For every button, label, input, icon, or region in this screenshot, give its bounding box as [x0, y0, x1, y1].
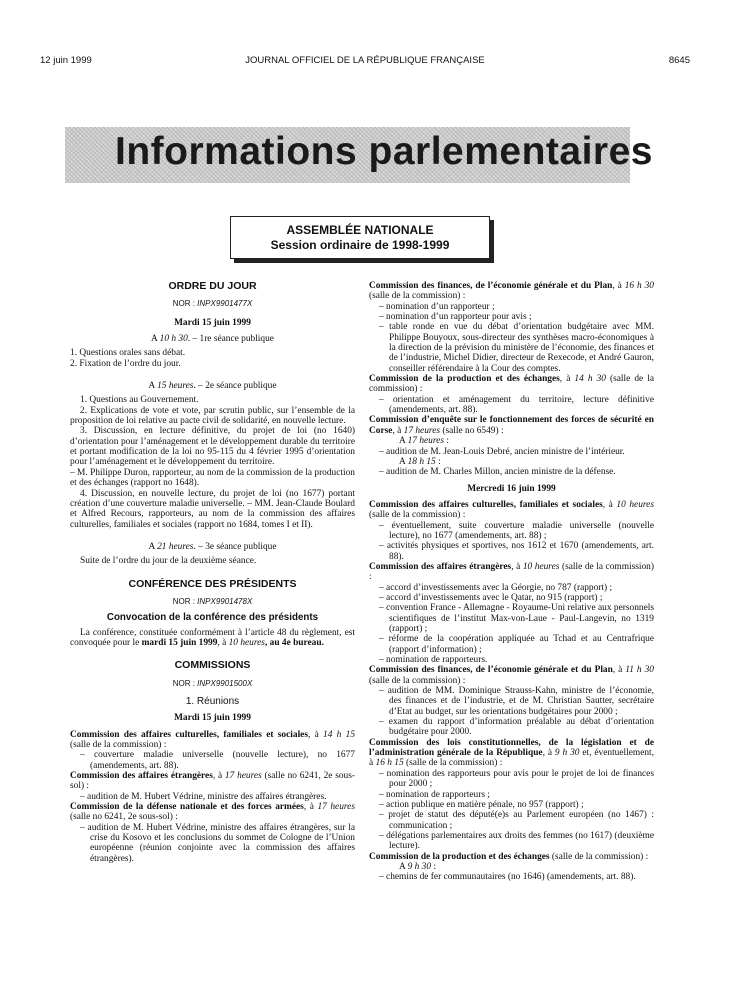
commission-item: – nomination des rapporteurs pour avis pour le projet de loi de finances pour 2000 ;: [379, 768, 654, 790]
agenda-item: 2. Fixation de l’ordre du jour.: [70, 358, 181, 369]
commission-item: – examen du rapport d’information préalable au débat d’orientation budgétaire pour 2000.: [379, 717, 654, 738]
commission-item: – éventuellement, suite couverture maladie universelle (nouvelle lecture), no 1677 (amendements, art. 88) ;: [379, 520, 654, 541]
commission-entry: Commission des affaires étrangères, à 10 heures (salle de la commission) :: [369, 561, 654, 583]
agenda-item: 2. Explications de vote et vote, par scrutin public, sur l’ensemble de la proposition de loi relative au pacte civil de solidarité, en nouvelle lecture.: [70, 405, 355, 427]
commissions-heading: COMMISSIONS: [174, 659, 251, 672]
time-line: A 17 heures :: [399, 436, 449, 447]
commission-item: – convention France - Allemagne - Royaume-Uni relative aux personnels scientifiques de l’institut Max-von-Laue - Paul-Langevin, no 1319 (rapport) ;: [379, 603, 654, 634]
commission-item: – accord d’investissements avec la Géorgie, no 787 (rapport) ;: [379, 582, 613, 593]
convocation-heading: Convocation de la conférence des présidents: [106, 612, 319, 624]
nor-line: NOR : INPX9901500X: [172, 678, 253, 688]
commission-item: – nomination de rapporteurs ;: [379, 789, 490, 800]
session-line: A 10 h 30. – 1re séance publique: [151, 334, 274, 345]
nor-code: INPX9901500X: [197, 678, 253, 688]
nor-line: NOR : INPX9901478X: [172, 596, 253, 606]
commission-item: – couverture maladie universelle (nouvelle lecture), no 1677 (amendements, art. 88).: [80, 750, 355, 771]
header-date: 12 juin 1999: [40, 55, 92, 66]
commission-entry: Commission des affaires culturelles, familiales et sociales, à 10 heures (salle de la commission) :: [369, 499, 654, 521]
ordre-du-jour-heading: ORDRE DU JOUR: [168, 280, 257, 292]
commission-item: – orientation et aménagement du territoire, lecture définitive (amendements, art. 88).: [379, 394, 654, 416]
commission-entry: Commission des lois constitutionnelles, de la législation et de l’administration générale de la République, à 9 h 30 et, éventuellement, à 16 h 15 (salle de la commission) :: [369, 737, 654, 769]
commission-entry: Commission de la défense nationale et des forces armées, à 17 heures (salle no 6241, 2e sous-sol) :: [70, 802, 355, 823]
commission-item: – audition de MM. Dominique Strauss-Kahn, ministre de l’économie, des finances et de l’industrie, et de M. Christian Sautter, secrétaire d’Etat au budget, sur les orientations budgétaires pour 2000 ;: [379, 686, 654, 717]
time-line: A 18 h 15 :: [399, 456, 441, 467]
right-column: [369, 281, 654, 883]
running-header: [40, 55, 690, 71]
banner-title: Informations parlementaires: [115, 130, 653, 173]
commission-item: – audition de M. Charles Millon, ancien ministre de la défense.: [379, 467, 616, 478]
commission-entry: Commission d’enquête sur le fonctionnement des forces de sécurité en Corse, à 17 heures (salle no 6549) :: [369, 415, 654, 436]
agenda-item: 1. Questions au Gouvernement.: [80, 395, 199, 406]
commission-item: – action publique en matière pénale, no 957 (rapport) ;: [379, 799, 584, 810]
commission-item: – audition de M. Hubert Védrine, ministre des affaires étrangères, sur la crise du Kosovo et les conclusions du sommet de Cologne de l’Union européenne (réunion conjointe avec la commission des affaires étrangères).: [80, 822, 355, 864]
commission-item: – nomination d’un rapporteur ;: [379, 301, 495, 312]
commission-entry: Commission de la production et des échanges (salle de la commission) :: [369, 851, 649, 862]
section-banner: [65, 127, 653, 183]
commission-item: – activités physiques et sportives, nos 1612 et 1670 (amendements, art. 88).: [379, 541, 654, 562]
commission-item: – table ronde en vue du débat d’orientation budgétaire avec MM. Philippe Bouyoux, sous-directeur des synthèses macro-économiques à la direction de la prévision du ministère de l’économie, des finances et de l’industrie, Michel Didier, directeur de Rexecode, et André Gauron, conseiller référendaire à la Cour des comptes.: [379, 322, 654, 374]
commission-item: – nomination d’un rapporteur pour avis ;: [379, 312, 532, 323]
session-title: Session ordinaire de 1998-1999: [270, 238, 450, 252]
nor-line: NOR : INPX9901477X: [172, 299, 253, 309]
agenda-item: 4. Discussion, en nouvelle lecture, du projet de loi (no 1677) portant création d’une couverture maladie universelle. – MM. Jean-Claude Boulard et Alfred Recours, rapporteurs, au nom de la commission des affaires culturelles, familiales et sociales (rapport no 1684, tomes I et II).: [70, 488, 355, 530]
commission-entry: Commission de la production et des échanges, à 14 h 30 (salle de la commission) :: [369, 374, 654, 395]
day-heading: Mardi 15 juin 1999: [174, 317, 251, 328]
time-line: A 9 h 30 :: [399, 861, 436, 872]
agenda-item: 1. Questions orales sans débat.: [70, 348, 186, 359]
day-heading: Mardi 15 juin 1999: [174, 713, 251, 724]
assembly-box: [230, 216, 490, 259]
commission-item: – délégations parlementaires aux droits des femmes (no 1617) (deuxième lecture).: [379, 830, 654, 852]
commission-entry: Commission des affaires étrangères, à 17 heures (salle no 6241, 2e sous-sol) :: [70, 771, 355, 792]
session-line: A 21 heures. – 3e séance publique: [148, 541, 277, 552]
commission-item: – réforme de la coopération appliquée au Tchad et au Centrafrique (rapport d’information) ;: [379, 634, 654, 655]
day-heading: Mercredi 16 juin 1999: [467, 483, 556, 494]
header-page-number: 8645: [668, 55, 690, 66]
commission-item: – chemins de fer communautaires (no 1646) (amendements, art. 88).: [379, 872, 636, 883]
commission-item: – nomination de rapporteurs.: [379, 655, 488, 666]
nor-code: INPX9901478X: [197, 596, 253, 606]
agenda-item: 3. Discussion, en lecture définitive, du projet de loi (no 1640) d’orientation pour l’aménagement et le développement durable du territoire et portant modification de la loi no 95-115 du 4 février 1995 d’orientation pour l’aménagement et le développement du territoire.: [70, 426, 355, 468]
convocation-text: La conférence, constituée conformément à l’article 48 du règlement, est convoquée pour le mardi 15 juin 1999, à 10 heures, au 4e bureau.: [70, 627, 355, 648]
commission-item: – accord d’investissements avec le Qatar, no 915 (rapport) ;: [379, 592, 603, 603]
agenda-text: Suite de l’ordre du jour de la deuxième séance.: [80, 556, 257, 567]
commission-item: – audition de M. Hubert Védrine, ministre des affaires étrangères.: [80, 791, 327, 802]
left-column: [70, 281, 355, 864]
nor-code: INPX9901477X: [197, 299, 253, 309]
commission-item: – audition de M. Jean-Louis Debré, ancien ministre de l’intérieur.: [379, 446, 625, 457]
reunions-heading: 1. Réunions: [185, 695, 240, 707]
commission-entry: Commission des affaires culturelles, familiales et sociales, à 14 h 15 (salle de la commission) :: [70, 729, 355, 750]
commission-item: – projet de statut des député(e)s au Parlement européen (no 1467) : communication ;: [379, 810, 654, 831]
session-line: A 15 heures. – 2e séance publique: [148, 381, 277, 392]
header-journal-title: JOURNAL OFFICIEL DE LA RÉPUBLIQUE FRANÇAISE: [245, 55, 485, 66]
commission-entry: Commission des finances, de l’économie générale et du Plan, à 16 h 30 (salle de la commission) :: [369, 281, 654, 302]
agenda-item: – M. Philippe Duron, rapporteur, au nom de la commission de la production et des échanges (rapport no 1648).: [70, 467, 355, 489]
assembly-title: ASSEMBLÉE NATIONALE: [286, 223, 434, 237]
commission-entry: Commission des finances, de l’économie générale et du Plan, à 11 h 30 (salle de la commission) :: [369, 665, 654, 686]
conference-heading: CONFÉRENCE DES PRÉSIDENTS: [128, 577, 297, 590]
